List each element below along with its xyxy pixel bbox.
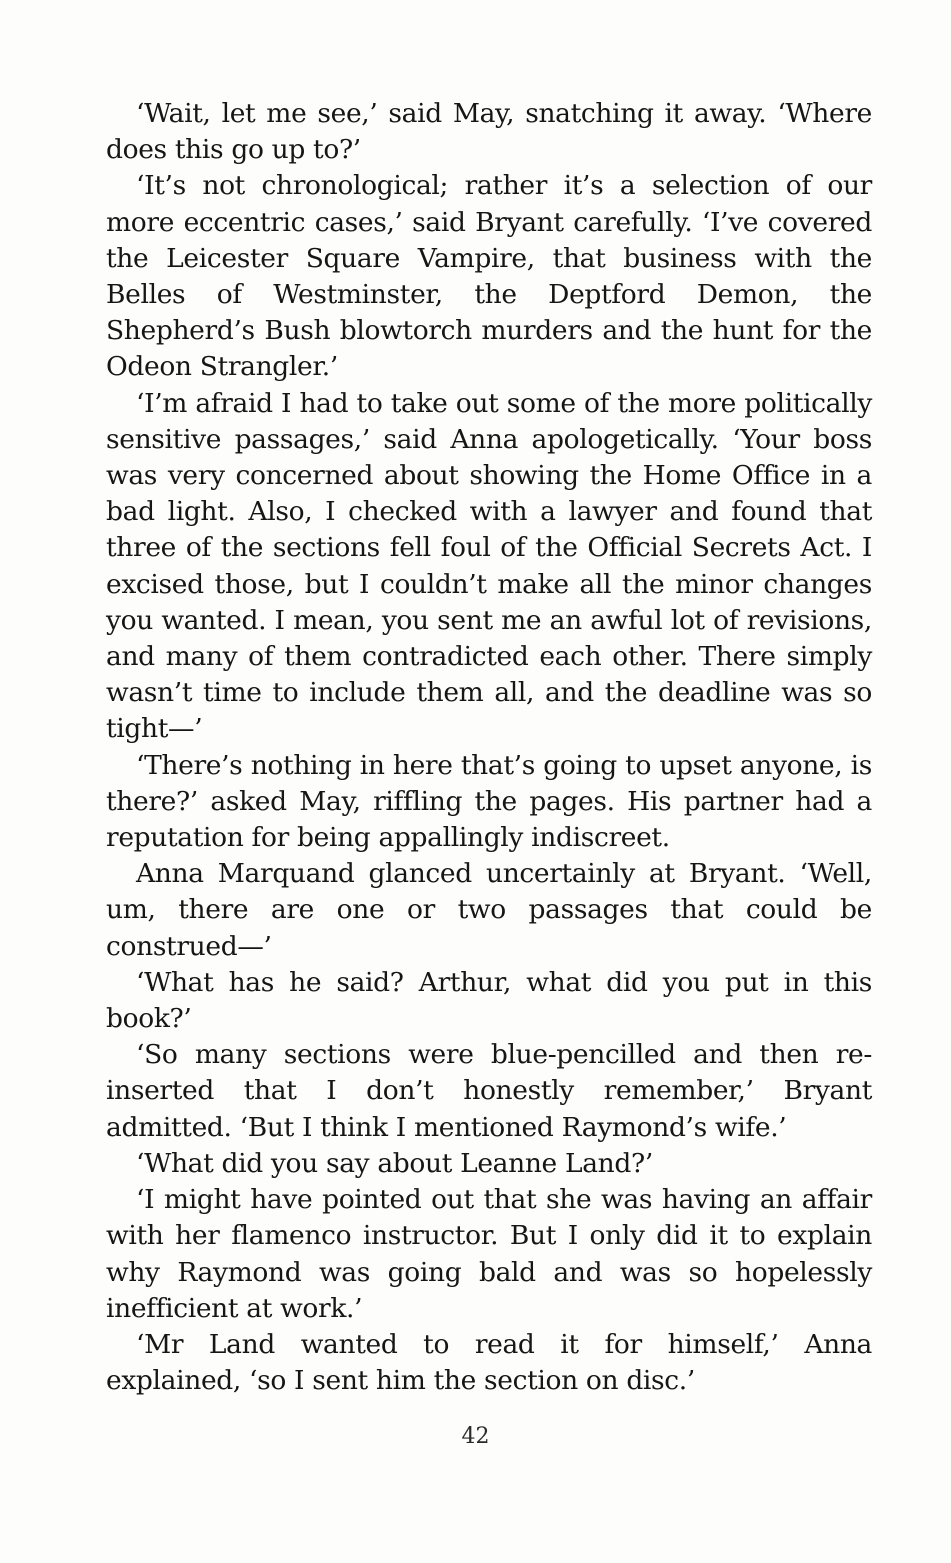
paragraph: ‘Wait, let me see,’ said May, snatching it away. ‘Where does this go up to?’ — [106, 98, 872, 166]
page-number: 42 — [461, 1424, 490, 1449]
paragraph: Anna Marquand glanced uncertainly at Bryant. ‘Well, um, there are one or two passages that could be construed—’ — [106, 858, 872, 962]
paragraph: ‘What has he said? Arthur, what did you put in this book?’ — [106, 966, 872, 1035]
paragraph: ‘So many sections were blue-pencilled and then re-inserted that I don’t honestly remember,’ Bryant admitted. ‘But I think I mentioned Raymond’s wife.’ — [106, 1039, 872, 1143]
paragraph: ‘It’s not chronological; rather it’s a selection of our more eccentric cases,’ said Bryant carefully. ‘I’ve covered the Leicester Square Vampire, that business with the Belles of Westminster, the Deptford Demon, the Shepherd’s Bush blowtorch murders and the hunt for the Odeon Strangler.’ — [106, 170, 872, 383]
paragraph: ‘I’m afraid I had to take out some of the more politically sensitive passages,’ said Anna apologetically. ‘Your boss was very concerned about showing the Home Office in a bad light. Also, I checked with a lawyer and found that three of the sections fell foul of the Official Secrets Act. I excised those, but I couldn’t make all the minor changes you wanted. I mean, you sent me an awful lot of revisions, and many of them contradicted each other. There simply wasn’t time to include them all, and the deadline was so tight—’ — [106, 387, 872, 745]
body-text — [106, 96, 872, 1399]
paragraph: ‘I might have pointed out that she was having an affair with her flamenco instructor. But I only did it to explain why Raymond was going bald and was so hopelessly inefficient at work.’ — [106, 1184, 872, 1324]
paragraph: ‘What did you say about Leanne Land?’ — [136, 1147, 653, 1179]
paragraph: ‘Mr Land wanted to read it for himself,’ Anna explained, ‘so I sent him the section on disc.’ — [106, 1328, 872, 1397]
paragraph: ‘There’s nothing in here that’s going to upset anyone, is there?’ asked May, riffling the pages. His partner had a reputation for being appallingly indiscreet. — [106, 749, 872, 854]
